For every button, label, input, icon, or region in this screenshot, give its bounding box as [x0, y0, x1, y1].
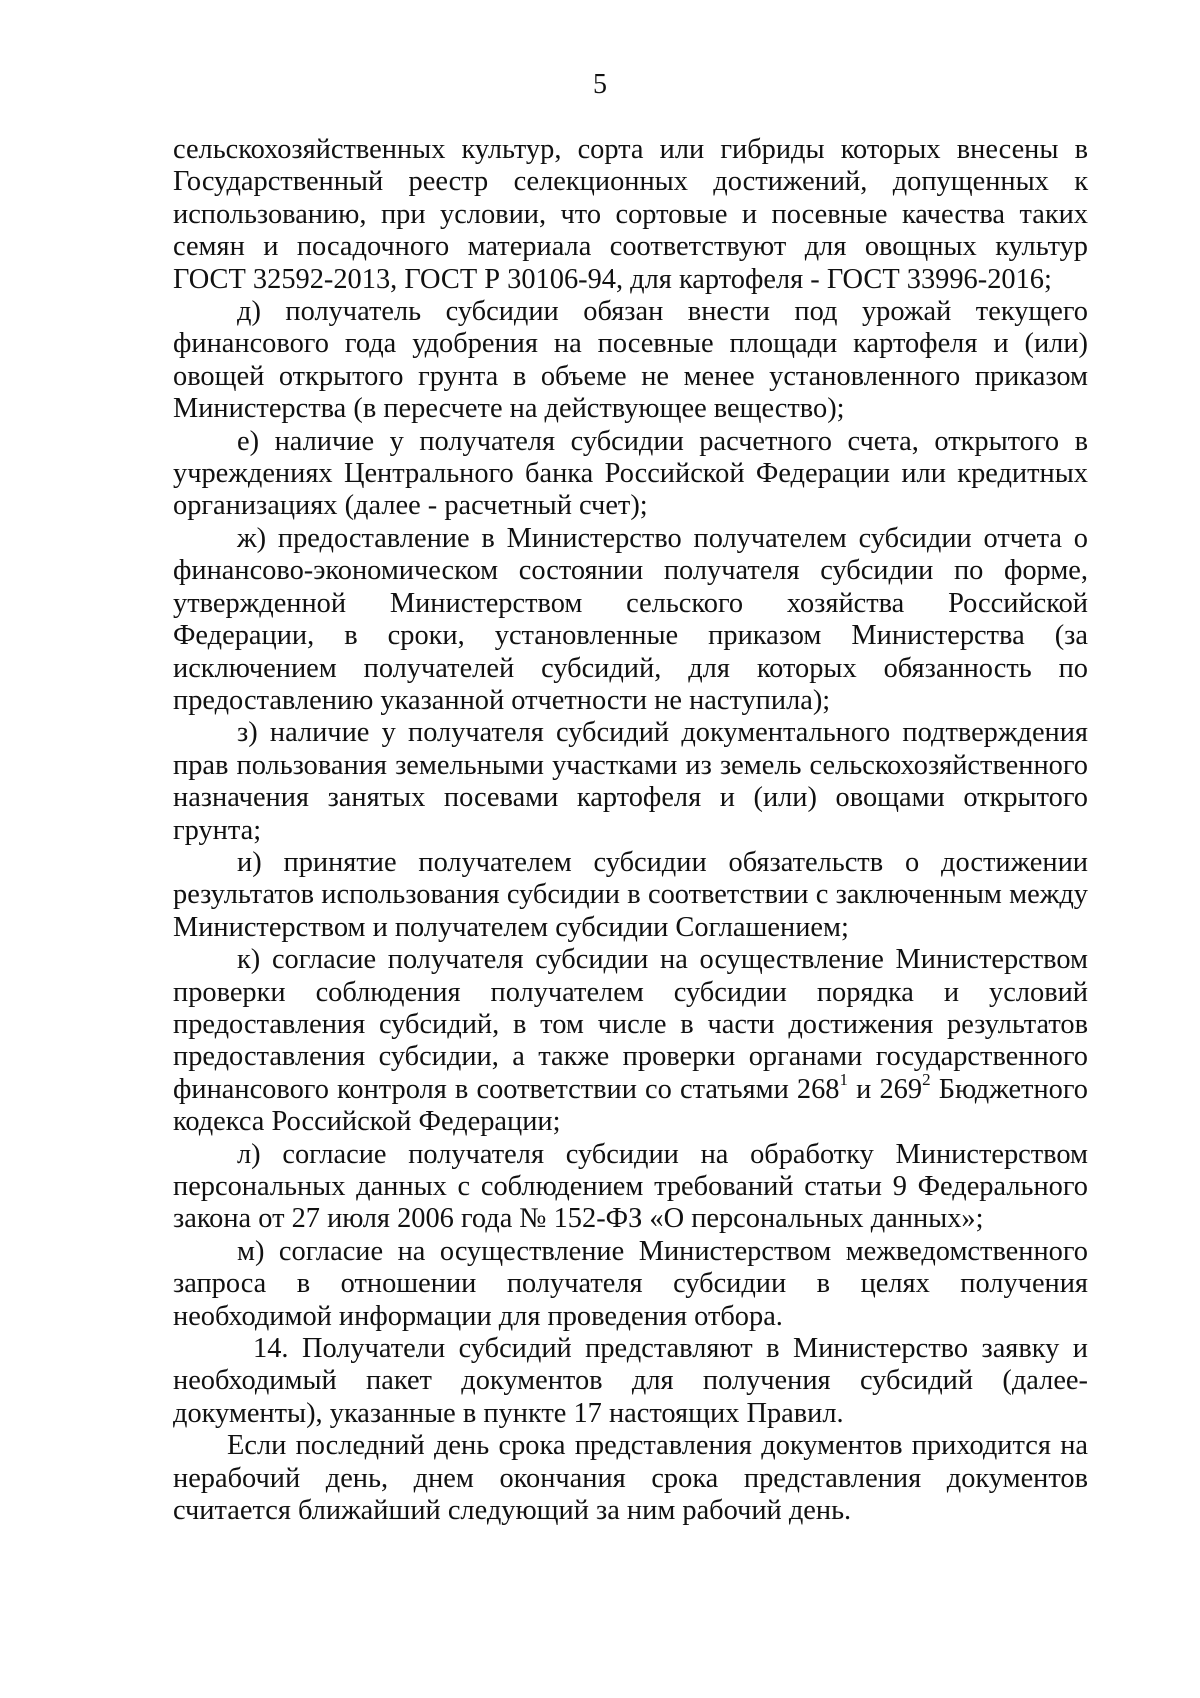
paragraph-item-k-text-before: к) согласие получателя субсидии на осуществление Министерством проверки соблюдения получателем субсидии порядка и условий предоставления субсидий, в том числе в части достижения результатов предоставления субсидии, а также проверки органами государственного финансового контроля в соответствии со статьями 268	[173, 944, 1088, 1105]
paragraph-deadline-rule: Если последний день срока представления документов приходится на нерабочий день, днем окончания срока представления документов считается ближайший следующий за ним рабочий день.	[173, 1430, 1088, 1527]
paragraph-item-k	[173, 944, 1088, 1138]
paragraph-item-e: е) наличие у получателя субсидии расчетного счета, открытого в учреждениях Центрального банка Российской Федерации или кредитных организациях (далее - расчетный счет);	[173, 425, 1088, 522]
paragraph-item-k-text-after: Бюджетного кодекса Российской Федерации;	[173, 1073, 1088, 1138]
paragraph-item-d: д) получатель субсидии обязан внести под урожай текущего финансового года удобрения на посевные площади картофеля и (или) овощей открытого грунта в объеме не менее установленного приказом Министерства (в пересчете на действующее вещество);	[173, 296, 1088, 425]
paragraph-section-14: 14. Получатели субсидий представляют в Министерство заявку и необходимый пакет документов для получения субсидий (далее-документы), указанные в пункте 17 настоящих Правил.	[173, 1333, 1088, 1429]
paragraph-item-m: м) согласие на осуществление Министерством межведомственного запроса в отношении получателя субсидии в целях получения необходимой информации для проведения отбора.	[173, 1235, 1088, 1332]
paragraph-item-z: з) наличие у получателя субсидий документального подтверждения прав пользования земельными участками из земель сельскохозяйственного назначения занятых посевами картофеля и (или) овощами открытого грунта;	[173, 717, 1088, 846]
paragraph-item-zh: ж) предоставление в Министерство получателем субсидии отчета о финансово-экономическом состоянии получателя субсидии по форме, утвержденной Министерством сельского хозяйства Российской Федерации, в сроки, установленные приказом Министерства (за исключением получателей субсидий, для которых обязанность по предоставлению указанной отчетности не наступила);	[173, 522, 1088, 716]
paragraph-item-l: л) согласие получателя субсидии на обработку Министерством персональных данных с соблюдением требований статьи 9 Федерального закона от 27 июля 2006 года № 152-ФЗ «О персональных данных»;	[173, 1138, 1088, 1235]
document-body	[173, 134, 1088, 1527]
paragraph-item-i: и) принятие получателем субсидии обязательств о достижении результатов использования субсидии в соответствии с заключенным между Министерством и получателем субсидии Соглашением;	[173, 846, 1088, 943]
paragraph-item-k-text-middle: и 269	[848, 1073, 923, 1105]
superscript-two: 2	[922, 1070, 931, 1090]
paragraph-seed-standards: сельскохозяйственных культур, сорта или гибриды которых внесены в Государственный реестр селекционных достижений, допущенных к использованию, при условии, что сортовые и посевные качества таких семян и посадочного материала соответствуют для овощных культур ГОСТ 32592-2013, ГОСТ Р 30106-94, для картофеля - ГОСТ 33996-2016;	[173, 134, 1088, 295]
page-number: 5	[593, 69, 607, 100]
superscript-one: 1	[839, 1070, 848, 1090]
